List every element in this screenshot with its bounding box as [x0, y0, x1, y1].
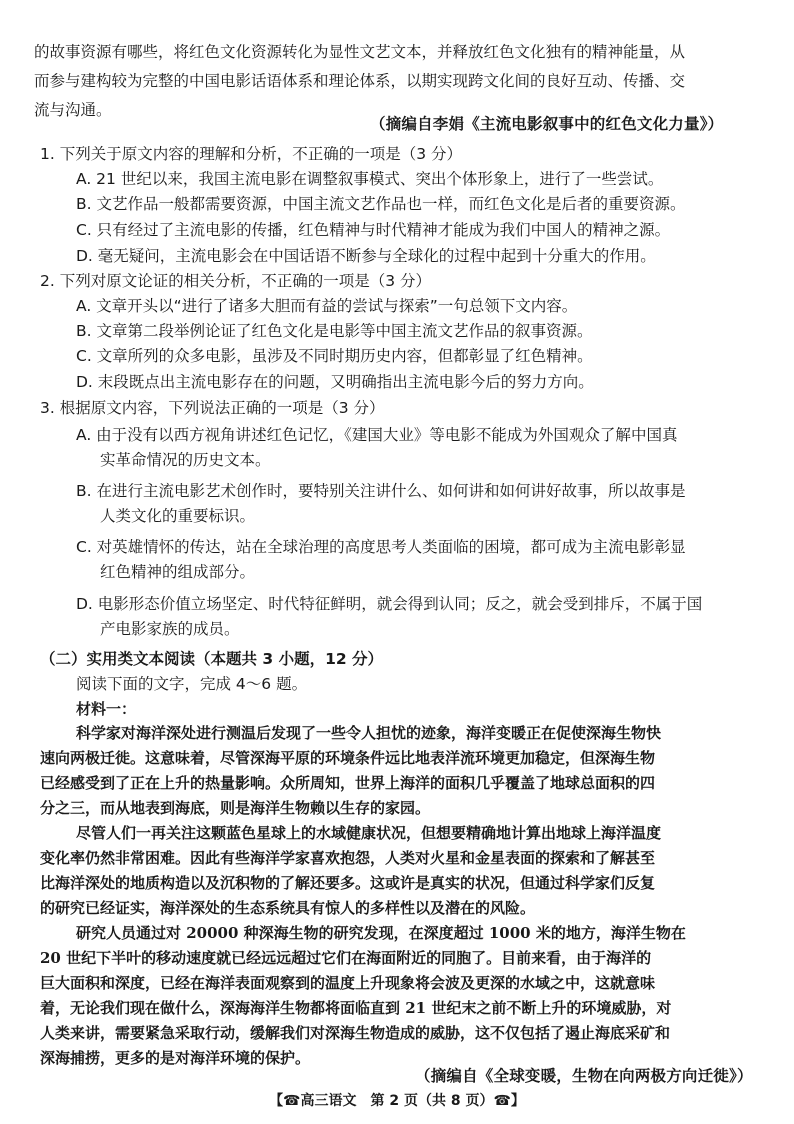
material-line: 变化率仍然非常困难。因此有些海洋学家喜欢抱怨，人类对火星和金星表面的探索和了解甚至 — [40, 849, 656, 867]
material-line: 已经感受到了正在上升的热量影响。众所周知，世界上海洋的面积几乎覆盖了地球总面积的四 — [40, 774, 656, 792]
option-a: A. 21 世纪以来，我国主流电影在调整叙事模式、突出个体形象上，进行了一些尝试。 — [76, 170, 664, 188]
question-stem: 1. 下列关于原文内容的理解和分析，不正确的一项是（3 分） — [40, 145, 463, 163]
option-c-cont: 红色精神的组成部分。 — [100, 563, 256, 581]
option-d: D. 末段既点出主流电影存在的问题，又明确指出主流电影今后的努力方向。 — [76, 373, 594, 391]
option-d-cont: 产电影家族的成员。 — [100, 620, 240, 638]
passage-line: 而参与建构较为完整的中国电影话语体系和理论体系，以期实现跨文化间的良好互动、传播、交 — [34, 72, 686, 90]
option-b-cont: 人类文化的重要标识。 — [100, 507, 256, 525]
option-d: D. 电影形态价值立场坚定、时代特征鲜明，就会得到认同；反之，就会受到排斥，不属于国 — [76, 595, 703, 613]
option-b: B. 文艺作品一般都需要资源，中国主流文艺作品也一样，而红色文化是后者的重要资源。 — [76, 195, 686, 213]
material-line: 巨大面积和深度，已经在海洋表面观察到的温度上升现象将会波及更深的水域之中，这就意味 — [40, 974, 656, 992]
material-line: 的研究已经证实，海洋深处的生态系统具有惊人的多样性以及潜在的风险。 — [40, 899, 536, 917]
option-a: A. 文章开头以“进行了诸多大胆而有益的尝试与探索”一句总领下文内容。 — [76, 297, 578, 315]
option-c: C. 文章所列的众多电影，虽涉及不同时期历史内容，但都彰显了红色精神。 — [76, 347, 593, 365]
passage-line: 流与沟通。 — [34, 101, 112, 119]
option-d: D. 毫无疑问，主流电影会在中国话语不断参与全球化的过程中起到十分重大的作用。 — [76, 247, 656, 265]
option-a: A. 由于没有以西方视角讲述红色记忆，《建国大业》等电影不能成为外国观众了解中国真 — [76, 426, 678, 444]
question-stem: 2. 下列对原文论证的相关分析，不正确的一项是（3 分） — [40, 272, 432, 290]
section-heading: （二）实用类文本阅读（本题共 3 小题，12 分） — [40, 650, 384, 668]
option-b: B. 在进行主流电影艺术创作时，要特别关注讲什么、如何讲和如何讲好故事，所以故事是 — [76, 482, 686, 500]
option-c: C. 对英雄情怀的传达，站在全球治理的高度思考人类面临的困境，都可成为主流电影彰显 — [76, 538, 686, 556]
option-c: C. 只有经过了主流电影的传播，红色精神与时代精神才能成为我们中国人的精神之源。 — [76, 221, 671, 239]
material-line: 尽管人们一再关注这颗蓝色星球上的水域健康状况，但想要精确地计算出地球上海洋温度 — [76, 824, 662, 842]
material-line: 比海洋深处的地质构造以及沉积物的了解还要多。这或许是真实的状况，但通过科学家们反复 — [40, 874, 656, 892]
material-line: 20 世纪下半叶的移动速度就已经远远超过它们在海面附近的同胞了。目前来看，由于海洋的 — [40, 949, 652, 967]
material-label: 材料一： — [76, 700, 137, 718]
source-citation: （摘编自李娟《主流电影叙事中的红色文化力量》） — [370, 115, 724, 133]
instruction: 阅读下面的文字，完成 4～6 题。 — [76, 675, 308, 693]
page-footer: 【☎高三语文 第 2 页（共 8 页）☎】 — [269, 1093, 525, 1109]
question-stem: 3. 根据原文内容，下列说法正确的一项是（3 分） — [40, 399, 385, 417]
option-a-cont: 实革命情况的历史文本。 — [100, 451, 271, 469]
source-citation: （摘编自《全球变暖，生物在向两极方向迁徙》） — [415, 1067, 753, 1085]
material-line: 深海捕捞，更多的是对海洋环境的保护。 — [40, 1049, 311, 1067]
material-line: 研究人员通过对 20000 种深海生物的研究发现，在深度超过 1000 米的地方，海洋生物在 — [76, 924, 686, 942]
material-line: 着，无论我们现在做什么，深海海洋生物都将面临直到 21 世纪末之前不断上升的环境威胁，对 — [40, 999, 672, 1017]
passage-line: 的故事资源有哪些，将红色文化资源转化为显性文艺文本，并释放红色文化独有的精神能量，从 — [34, 43, 686, 61]
material-line: 人类来讲，需要紧急采取行动，缓解我们对深海生物造成的威胁，这不仅包括了遏止海底采矿和 — [40, 1024, 671, 1042]
material-line: 科学家对海洋深处进行测温后发现了一些令人担忧的迹象，海洋变暖正在促使深海生物快 — [76, 724, 662, 742]
option-b: B. 文章第二段举例论证了红色文化是电影等中国主流文艺作品的叙事资源。 — [76, 322, 593, 340]
material-line: 速向两极迁徙。这意味着，尽管深海平原的环境条件远比地表洋流环境更加稳定，但深海生物 — [40, 749, 656, 767]
material-line: 分之三，而从地表到海底，则是海洋生物赖以生存的家园。 — [40, 799, 431, 817]
